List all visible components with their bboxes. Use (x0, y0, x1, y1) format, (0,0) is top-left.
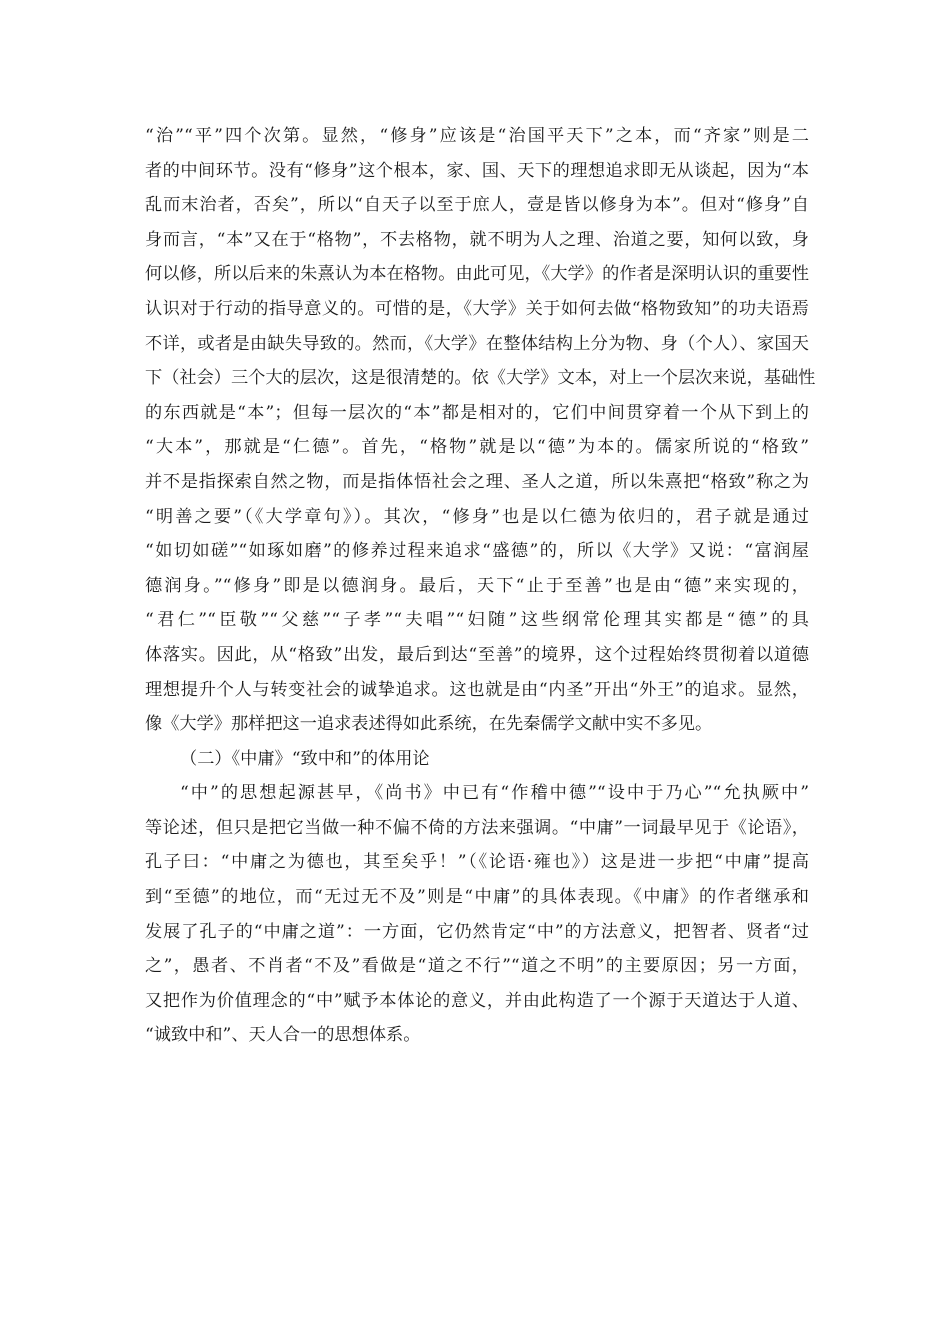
text-line: 德润身。”“修身”即是以德润身。最后，天下“止于至善”也是由“德”来实现的， (145, 575, 809, 596)
text-line: 理想提升个人与转变社会的诚挚追求。这也就是由“内圣”开出“外王”的追求。显然， (145, 679, 809, 700)
text-line: 不详，或者是由缺失导致的。然而，《大学》在整体结构上分为物、身（个人）、家国天 (145, 333, 809, 354)
text-line: “大本”，那就是“仁德”。首先，“格物”就是以“德”为本的。儒家所说的“格致” (145, 437, 809, 458)
text-line: 并不是指探索自然之物，而是指体悟社会之理、圣人之道，所以朱熹把“格致”称之为 (145, 471, 809, 492)
text-line: 认识对于行动的指导意义的。可惜的是，《大学》关于如何去做“格物致知”的功夫语焉 (145, 298, 809, 319)
text-line: “诚致中和”、天人合一的思想体系。 (145, 1025, 421, 1046)
section-heading: （二）《中庸》“致中和”的体用论 (180, 748, 430, 769)
text-line: 发展了孔子的“中庸之道”：一方面，它仍然肯定“中”的方法意义，把智者、贤者“过 (145, 921, 809, 942)
text-line: 像《大学》那样把这一追求表述得如此系统，在先秦儒学文献中实不多见。 (145, 714, 713, 735)
text-line: 又把作为价值理念的“中”赋予本体论的意义，并由此构造了一个源于天道达于人道、 (145, 990, 809, 1011)
text-line: 下（社会）三个大的层次，这是很清楚的。依《大学》文本，对上一个层次来说，基础性 (145, 368, 816, 389)
paragraph-daxue (145, 119, 816, 742)
text-line: 等论述，但只是把它当做一种不偏不倚的方法来强调。“中庸”一词最早见于《论语》， (145, 817, 809, 838)
text-line: 乱而末治者，否矣”，所以“自天子以至于庶人，壹是皆以修身为本”。但对“修身”自 (145, 195, 809, 216)
text-line: 体落实。因此，从“格致”出发，最后到达“至善”的境界，这个过程始终贯彻着以道德 (145, 644, 809, 665)
text-line: 到“至德”的地位，而“无过无不及”则是“中庸”的具体表现。《中庸》的作者继承和 (145, 887, 809, 908)
text-line: 的东西就是“本”；但每一层次的“本”都是相对的，它们中间贯穿着一个从下到上的 (145, 402, 809, 423)
text-line: “明善之要”（《大学章句》）。其次，“修身”也是以仁德为依归的，君子就是通过 (145, 506, 809, 527)
document-body (145, 119, 816, 1053)
text-line: 孔子曰：“中庸之为德也，其至矣乎！”（《论语·雍也》）这是进一步把“中庸”提高 (145, 852, 809, 873)
text-line: 之”，愚者、不肖者“不及”看做是“道之不行”“道之不明”的主要原因；另一方面， (145, 956, 809, 977)
text-line: 何以修，所以后来的朱熹认为本在格物。由此可见，《大学》的作者是深明认识的重要性 (145, 264, 809, 285)
text-line: 身而言，“本”又在于“格物”，不去格物，就不明为人之理、治道之要，知何以致，身 (145, 229, 809, 250)
text-line: “君仁”“臣敬”“父慈”“子孝”“夫唱”“妇随”这些纲常伦理其实都是“德”的具 (145, 610, 809, 631)
text-line: “治”“平”四个次第。显然，“修身”应该是“治国平天下”之本，而“齐家”则是二 (145, 126, 809, 146)
text-line: 者的中间环节。没有“修身”这个根本，家、国、天下的理想追求即无从谈起，因为“本 (145, 160, 809, 181)
text-line: “如切如磋”“如琢如磨”的修养过程来追求“盛德”的，所以《大学》又说：“富润屋 (145, 541, 809, 562)
paragraph-zhongyong (145, 776, 809, 1053)
text-line: “中”的思想起源甚早，《尚书》中已有“作稽中德”“设中于乃心”“允执厥中” (180, 783, 809, 804)
